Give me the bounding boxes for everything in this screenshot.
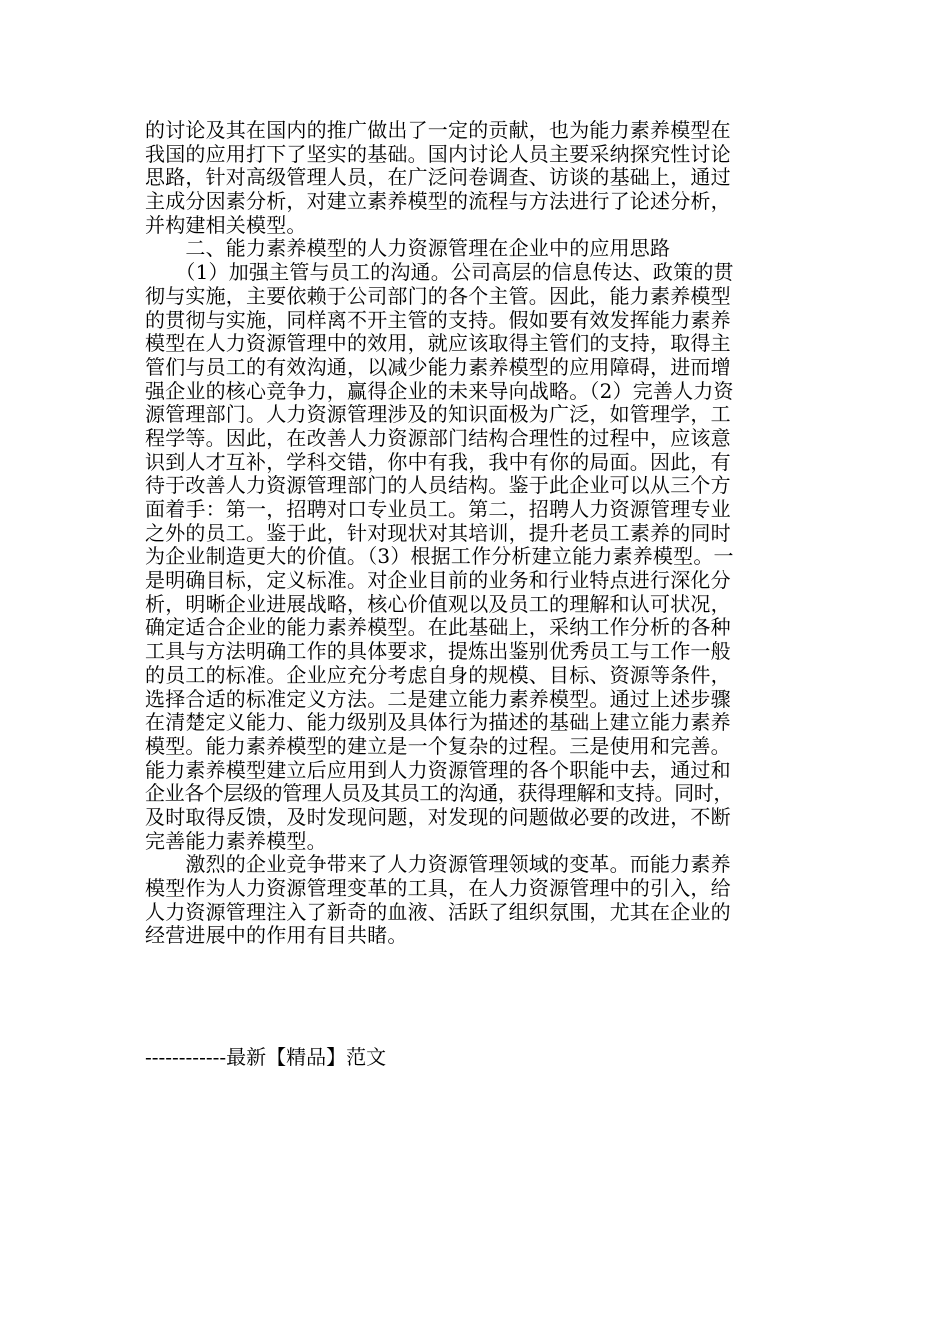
text-line: 企业各个层级的管理人员及其员工的沟通，获得理解和支持。同时，: [145, 781, 733, 806]
text-line: 经营进展中的作用有目共睹。: [145, 923, 408, 948]
text-line: 程学等。因此，在改善人力资源部门结构合理性的过程中，应该意: [145, 425, 731, 450]
text-line: 并构建相关模型。: [145, 212, 307, 237]
text-line: 及时取得反馈，及时发现问题，对发现的问题做必要的改进，不断: [145, 804, 731, 829]
heading-line: 二、能力素养模型的人力资源管理在企业中的应用思路: [145, 236, 671, 261]
text-line: 在清楚定义能力、能力级别及具体行为描述的基础上建立能力素养: [145, 710, 731, 735]
text-line: 的讨论及其在国内的推广做出了一定的贡献，也为能力素养模型在: [145, 118, 731, 142]
text-line: 确定适合企业的能力素养模型。在此基础上，采纳工作分析的各种: [145, 615, 731, 640]
text-line: 面着手：第一，招聘对口专业员工。第二，招聘人力资源管理专业: [145, 497, 731, 521]
text-line: 识到人才互补，学科交错，你中有我，我中有你的局面。因此，有: [145, 449, 731, 474]
text-line: 强企业的核心竞争力，赢得企业的未来导向战略。（2）完善人力资: [145, 378, 734, 403]
text-line: 模型在人力资源管理中的效用，就应该取得主管们的支持，取得主: [145, 331, 731, 356]
text-line: 能力素养模型建立后应用到人力资源管理的各个职能中去，通过和: [145, 757, 731, 782]
text-line: 模型作为人力资源管理变革的工具，在人力资源管理中的引入，给: [145, 876, 731, 900]
text-line: 我国的应用打下了坚实的基础。国内讨论人员主要采纳探究性讨论: [145, 141, 731, 166]
text-line: 之外的员工。鉴于此，针对现状对其培训，提升老员工素养的同时: [145, 520, 731, 545]
text-line: 模型。能力素养模型的建立是一个复杂的过程。三是使用和完善。: [145, 733, 731, 758]
section-heading: [145, 237, 800, 261]
text-line: 工具与方法明确工作的具体要求，提炼出鉴别优秀员工与工作一般: [145, 639, 731, 664]
text-line: 选择合适的标准定义方法。二是建立能力素养模型。通过上述步骤: [145, 686, 731, 711]
paragraph-conclusion: [145, 853, 800, 948]
text-line: 思路，针对高级管理人员，在广泛问卷调查、访谈的基础上，通过: [145, 165, 731, 190]
text-line: 析，明晰企业进展战略，核心价值观以及员工的理解和认可状况，: [145, 591, 731, 616]
paragraph-body: [145, 261, 800, 853]
text-line: 彻与实施，主要依赖于公司部门的各个主管。因此，能力素养模型: [145, 283, 731, 308]
text-line: 源管理部门。人力资源管理涉及的知识面极为广泛，如管理学，工: [145, 402, 731, 427]
document-body: [145, 119, 800, 948]
paragraph-continuation: [145, 119, 800, 237]
text-line: 的员工的标准。企业应充分考虑自身的规模、目标、资源等条件，: [145, 662, 731, 687]
text-line: 的贯彻与实施，同样离不开主管的支持。假如要有效发挥能力素养: [145, 307, 731, 332]
text-line: 是明确目标，定义标准。对企业目前的业务和行业特点进行深化分: [145, 568, 731, 593]
text-line: 待于改善人力资源管理部门的人员结构。鉴于此企业可以从三个方: [145, 473, 731, 498]
text-line: （1）加强主管与员工的沟通。公司高层的信息传达、政策的贯: [145, 260, 734, 285]
text-line: 主成分因素分析，对建立素养模型的流程与方法进行了论述分析，: [145, 189, 731, 214]
footer-label: ------------最新【精品】范文: [145, 1045, 387, 1069]
text-line: 为企业制造更大的价值。（3）根据工作分析建立能力素养模型。一: [145, 544, 734, 569]
text-line: 激烈的企业竞争带来了人力资源管理领域的变革。而能力素养: [145, 852, 731, 877]
text-line: 完善能力素养模型。: [145, 828, 327, 853]
text-line: 管们与员工的有效沟通，以减少能力素养模型的应用障碍，进而增: [145, 354, 731, 379]
text-line: 人力资源管理注入了新奇的血液、活跃了组织氛围，尤其在企业的: [145, 899, 731, 924]
